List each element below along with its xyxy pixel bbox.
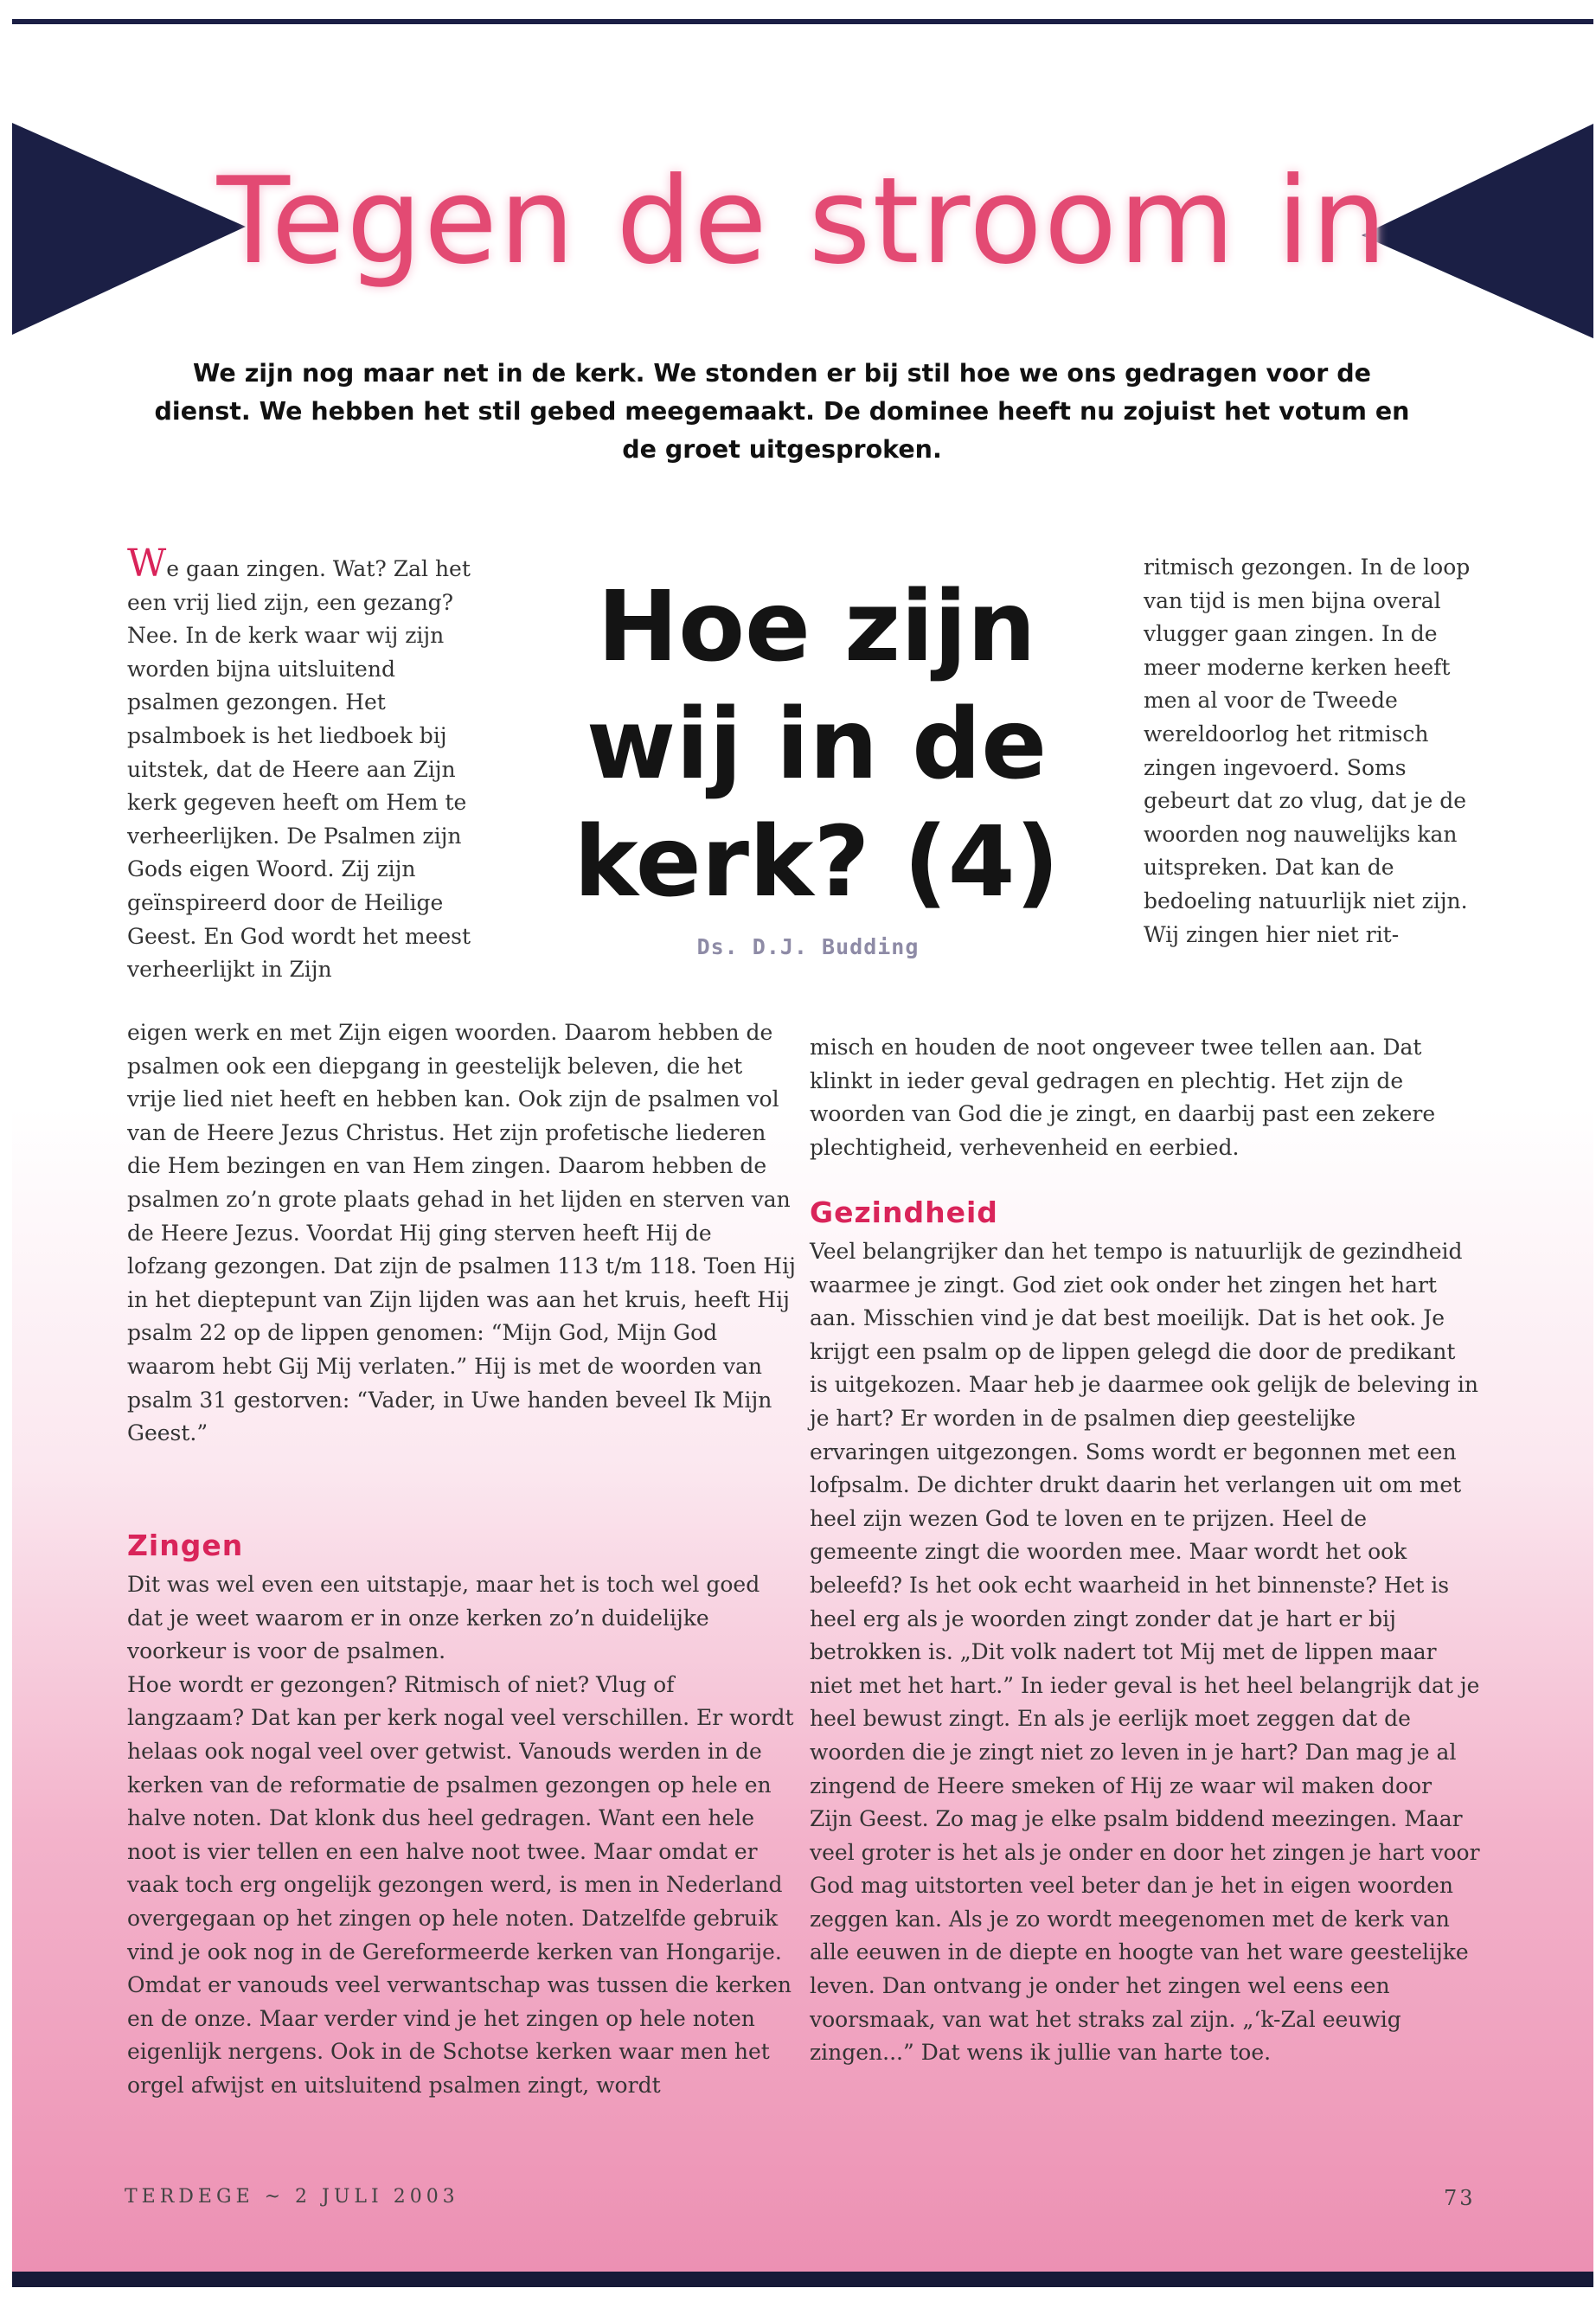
bottom-border-line: [12, 2272, 1593, 2287]
left-narrow-text: e gaan zingen. Wat? Zal het een vrij lied zijn, een gezang? Nee. In de kerk waar wij zijn worden bijna uitsluitend psalmen gezongen. Het psalmboek is het liedboek bij uitstek, dat de Heere aan Zijn kerk gegeven heeft om Hem te verheerlijken. De Psalmen zijn Gods eigen Woord. Zij zijn geïnspireerd door de Heilige Geest. En God wordt het meest verheerlijkt in Zijn: [127, 556, 471, 983]
top-border-line: [12, 19, 1593, 24]
subheading-gezindheid: Gezindheid: [810, 1195, 998, 1229]
left-paragraph-3: Hoe wordt er gezongen? Ritmisch of niet? Vlug of langzaam? Dat kan per kerk nogal veel verschillen. Er wordt helaas ook nogal veel over getwist. Vanouds werden in de kerken van de reformatie de psalmen gezongen op hele en halve noten. Dat klonk dus heel gedragen. Want een hele noot is vier tellen en een halve noot twee. Maar omdat er vaak toch erg ongelijk gezongen werd, is men in Nederland overgegaan op het zingen op hele noten. Datzelfde gebruik vind je ook nog in de Gereformeerde kerken van Hongarije. Omdat er vanouds veel verwantschap was tussen die kerken en de onze. Maar verder vind je het zingen op hele noten eigenlijk nergens. Ook in de Schotse kerken waar men het orgel afwijst en uitsluitend psalmen zingt, wordt: [127, 1671, 794, 2098]
subheading-zingen: Zingen: [127, 1529, 244, 1562]
page-number: 73: [1444, 2186, 1476, 2210]
right-narrow-paragraph-2: Wij zingen hier niet rit-: [1144, 921, 1400, 947]
left-narrow-column: [127, 542, 482, 987]
section-banner-title: Tegen de stroom in: [216, 151, 1389, 291]
left-paragraph-2: Dit was wel even een uitstapje, maar het is toch wel goed dat je weet waarom er in onze kerken zo’n duidelijke voorkeur is voor de psalmen.: [127, 1572, 760, 1664]
article-heading: Hoe zijn wij in de kerk? (4): [574, 571, 1060, 919]
right-wide-column: [810, 1031, 1480, 1164]
right-wide-column-2: [810, 1235, 1480, 2070]
author-byline: Ds. D.J. Budding: [696, 934, 920, 959]
right-paragraph-2: Veel belangrijker dan het tempo is natuurlijk de gezindheid waarmee je zingt. God ziet ook onder het zingen het hart aan. Misschien vind je dat best moeilijk. Dat is het ook. Je krijgt een psalm op de lippen gelegd die door de predikant is uitgekozen. Maar heb je daarmee ook gelijk de beleving in je hart? Er worden in de psalmen diep geestelijke ervaringen uitgezongen. Soms wordt er begonnen met een lofpsalm. De dichter drukt daarin het verlangen uit om met heel zijn wezen God te loven en te prijzen. Heel de gemeente zingt die woorden mee. Maar wordt het ook beleefd? Is het ook echt waarheid in het binnenste? Het is heel erg als je woorden zingt zonder dat je hart er bij betrokken is. „Dit volk nadert tot Mij met de lippen maar niet met het hart.” In ieder geval is het heel belangrijk dat je heel bewust zingt. En als je eerlijk moet zeggen dat de woorden die je zingt niet zo leven in je hart? Dan mag je al zingend de Heere smeken of Hij ze waar wil maken door Zijn Geest. Zo mag je elke psalm biddend meezingen. Maar veel groter is het als je onder en door het zingen je hart voor God mag uitstorten veel beter dan je het in eigen woorden zeggen kan. Als je zo wordt meegenomen met de kerk van alle eeuwen in de diepte en hoogte van het ware geestelijke leven. Dan ontvang je onder het zingen wel eens een voorsmaak, van wat het straks zal zijn. „‘k-Zal eeuwig zingen...” Dat wens ik jullie van harte toe.: [810, 1239, 1480, 2066]
right-narrow-paragraph: ritmisch gezongen. In de loop van tijd is men bijna overal vlugger gaan zingen. In de meer moderne kerken heeft men al voor de Tweede wereldoorlog het ritmisch zingen ingevoerd. Soms gebeurt dat zo vlug, dat je de woorden nog nauwelijks kan uitspreken. Dat kan de bedoeling natuurlijk niet zijn.: [1144, 554, 1471, 913]
drop-cap: W: [127, 542, 167, 586]
left-wide-column: [127, 1016, 798, 1451]
intro-paragraph: We zijn nog maar net in de kerk. We stonden er bij stil hoe we ons gedragen voor de dienst. We hebben het stil gebed meegemaakt. De dominee heeft nu zojuist het votum en de groet uitgesproken.: [154, 359, 1410, 464]
left-paragraph-1: eigen werk en met Zijn eigen woorden. Daarom hebben de psalmen ook een diepgang in geestelijk beleven, die het vrije lied niet heeft en hebben kan. Ook zijn de psalmen vol van de Heere Jezus Christus. Het zijn profetische liederen die Hem bezingen en van Hem zingen. Daarom hebben de psalmen zo’n grote plaats gehad in het lijden en sterven van de Heere Jezus. Voordat Hij ging sterven heeft Hij de lofzang gezongen. Dat zijn de psalmen 113 t/m 118. Toen Hij in het dieptepunt van Zijn lijden was aan het kruis, heeft Hij psalm 22 op de lippen genomen: “Mijn God, Mijn God waarom hebt Gij Mij verlaten.” Hij is met de woorden van psalm 31 gestorven: “Vader, in Uwe handen beveel Ik Mijn Geest.”: [127, 1020, 796, 1446]
right-paragraph-1: misch en houden de noot ongeveer twee tellen aan. Dat klinkt in ieder geval gedragen en plechtig. Het zijn de woorden van God die je zingt, en daarbij past een zekere plechtigheid, verhevenheid en eerbied.: [810, 1035, 1436, 1160]
left-wide-column-2: [127, 1568, 798, 2103]
footer-publication: TERDEGE ~ 2 JULI 2003: [125, 2186, 459, 2208]
right-narrow-column: [1144, 551, 1477, 952]
magazine-page: [12, 19, 1593, 2287]
